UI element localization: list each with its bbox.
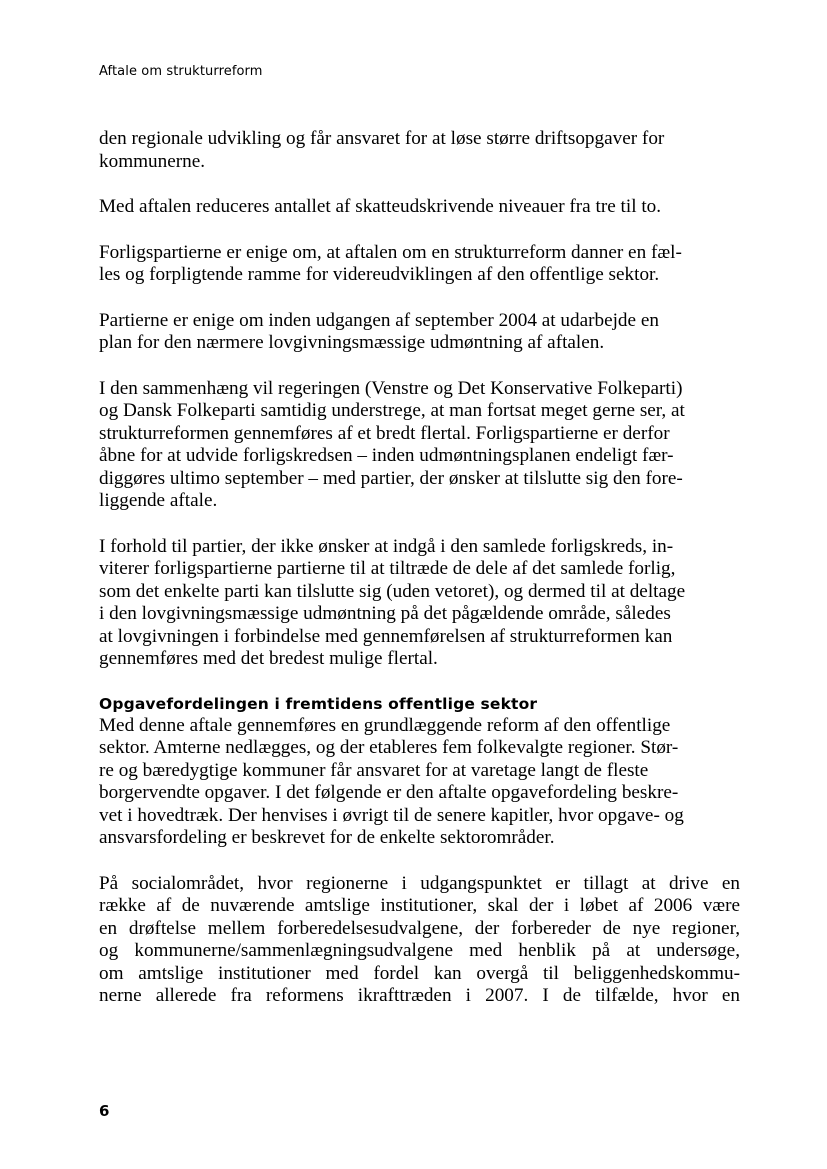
paragraph: Med denne aftale gennemføres en grundlæggende reform af den offentlige sektor. Amterne nedlægges, og der etableres fem folkevalgte regioner. Stør- re og bæredygtige kommuner får ansvaret for at varetage langt de fleste borgervendte opgaver. I det følgende er den aftalte opgavefordeling beskre- vet i hovedtræk. Der henvises i øvrigt til de senere kapitler, hvor opgave- og ansvarsfordeling er beskrevet for de enkelte sektorområder. [99, 714, 684, 848]
paragraph: den regionale udvikling og får ansvaret for at løse større driftsopgaver for kommunerne. [99, 128, 665, 172]
paragraph: Partierne er enige om inden udgangen af september 2004 at udarbejde en plan for den nærmere lovgivningsmæssige udmøntning af aftalen. [99, 309, 659, 353]
page-number: 6 [99, 1102, 110, 1120]
paragraph: På socialområdet, hvor regionerne i udgangspunktet er tillagt at drive en række af de nuværende amtslige institutioner, skal der i løbet af 2006 være en drøftelse mellem forberedelsesudvalgene, der forbereder de nye regioner, og kommunerne/sammenlægningsudvalgene med henblik på at undersøge, om amtslige institutioner med fordel kan overgå til beliggenhedskommu- nerne allerede fra reformens ikrafttræden i 2007. I de tilfælde, hvor en [99, 872, 740, 1006]
paragraph: I den sammenhæng vil regeringen (Venstre og Det Konservative Folkeparti) og Dansk Folkeparti samtidig understrege, at man fortsat meget gerne ser, at strukturreformen gennemføres af et bredt flertal. Forligspartierne er derfor åbne for at udvide forligskredsen – inden udmøntningsplanen endeligt fær- diggøres ultimo september – med partier, der ønsker at tilslutte sig den fore- liggende aftale. [99, 377, 685, 511]
paragraph: Forligspartierne er enige om, at aftalen om en strukturreform danner en fæl- les og forpligtende ramme for videreudviklingen af den offentlige sektor. [99, 241, 682, 285]
running-header: Aftale om strukturreform [99, 64, 263, 79]
section-heading: Opgavefordelingen i fremtidens offentlige sektor [99, 694, 538, 713]
paragraph: Med aftalen reduceres antallet af skatteudskrivende niveauer fra tre til to. [99, 196, 662, 217]
paragraph: I forhold til partier, der ikke ønsker at indgå i den samlede forligskreds, in- viterer forligspartierne partierne til at tiltræde de dele af det samlede forlig, som det enkelte parti kan tilslutte sig (uden vetoret), og dermed til at deltage i den lovgivningsmæssige udmøntning på det pågældende område, således at lovgivningen i forbindelse med gennemførelsen af strukturreformen kan gennemføres med det bredest mulige flertal. [99, 535, 686, 669]
page-body [99, 128, 740, 1008]
